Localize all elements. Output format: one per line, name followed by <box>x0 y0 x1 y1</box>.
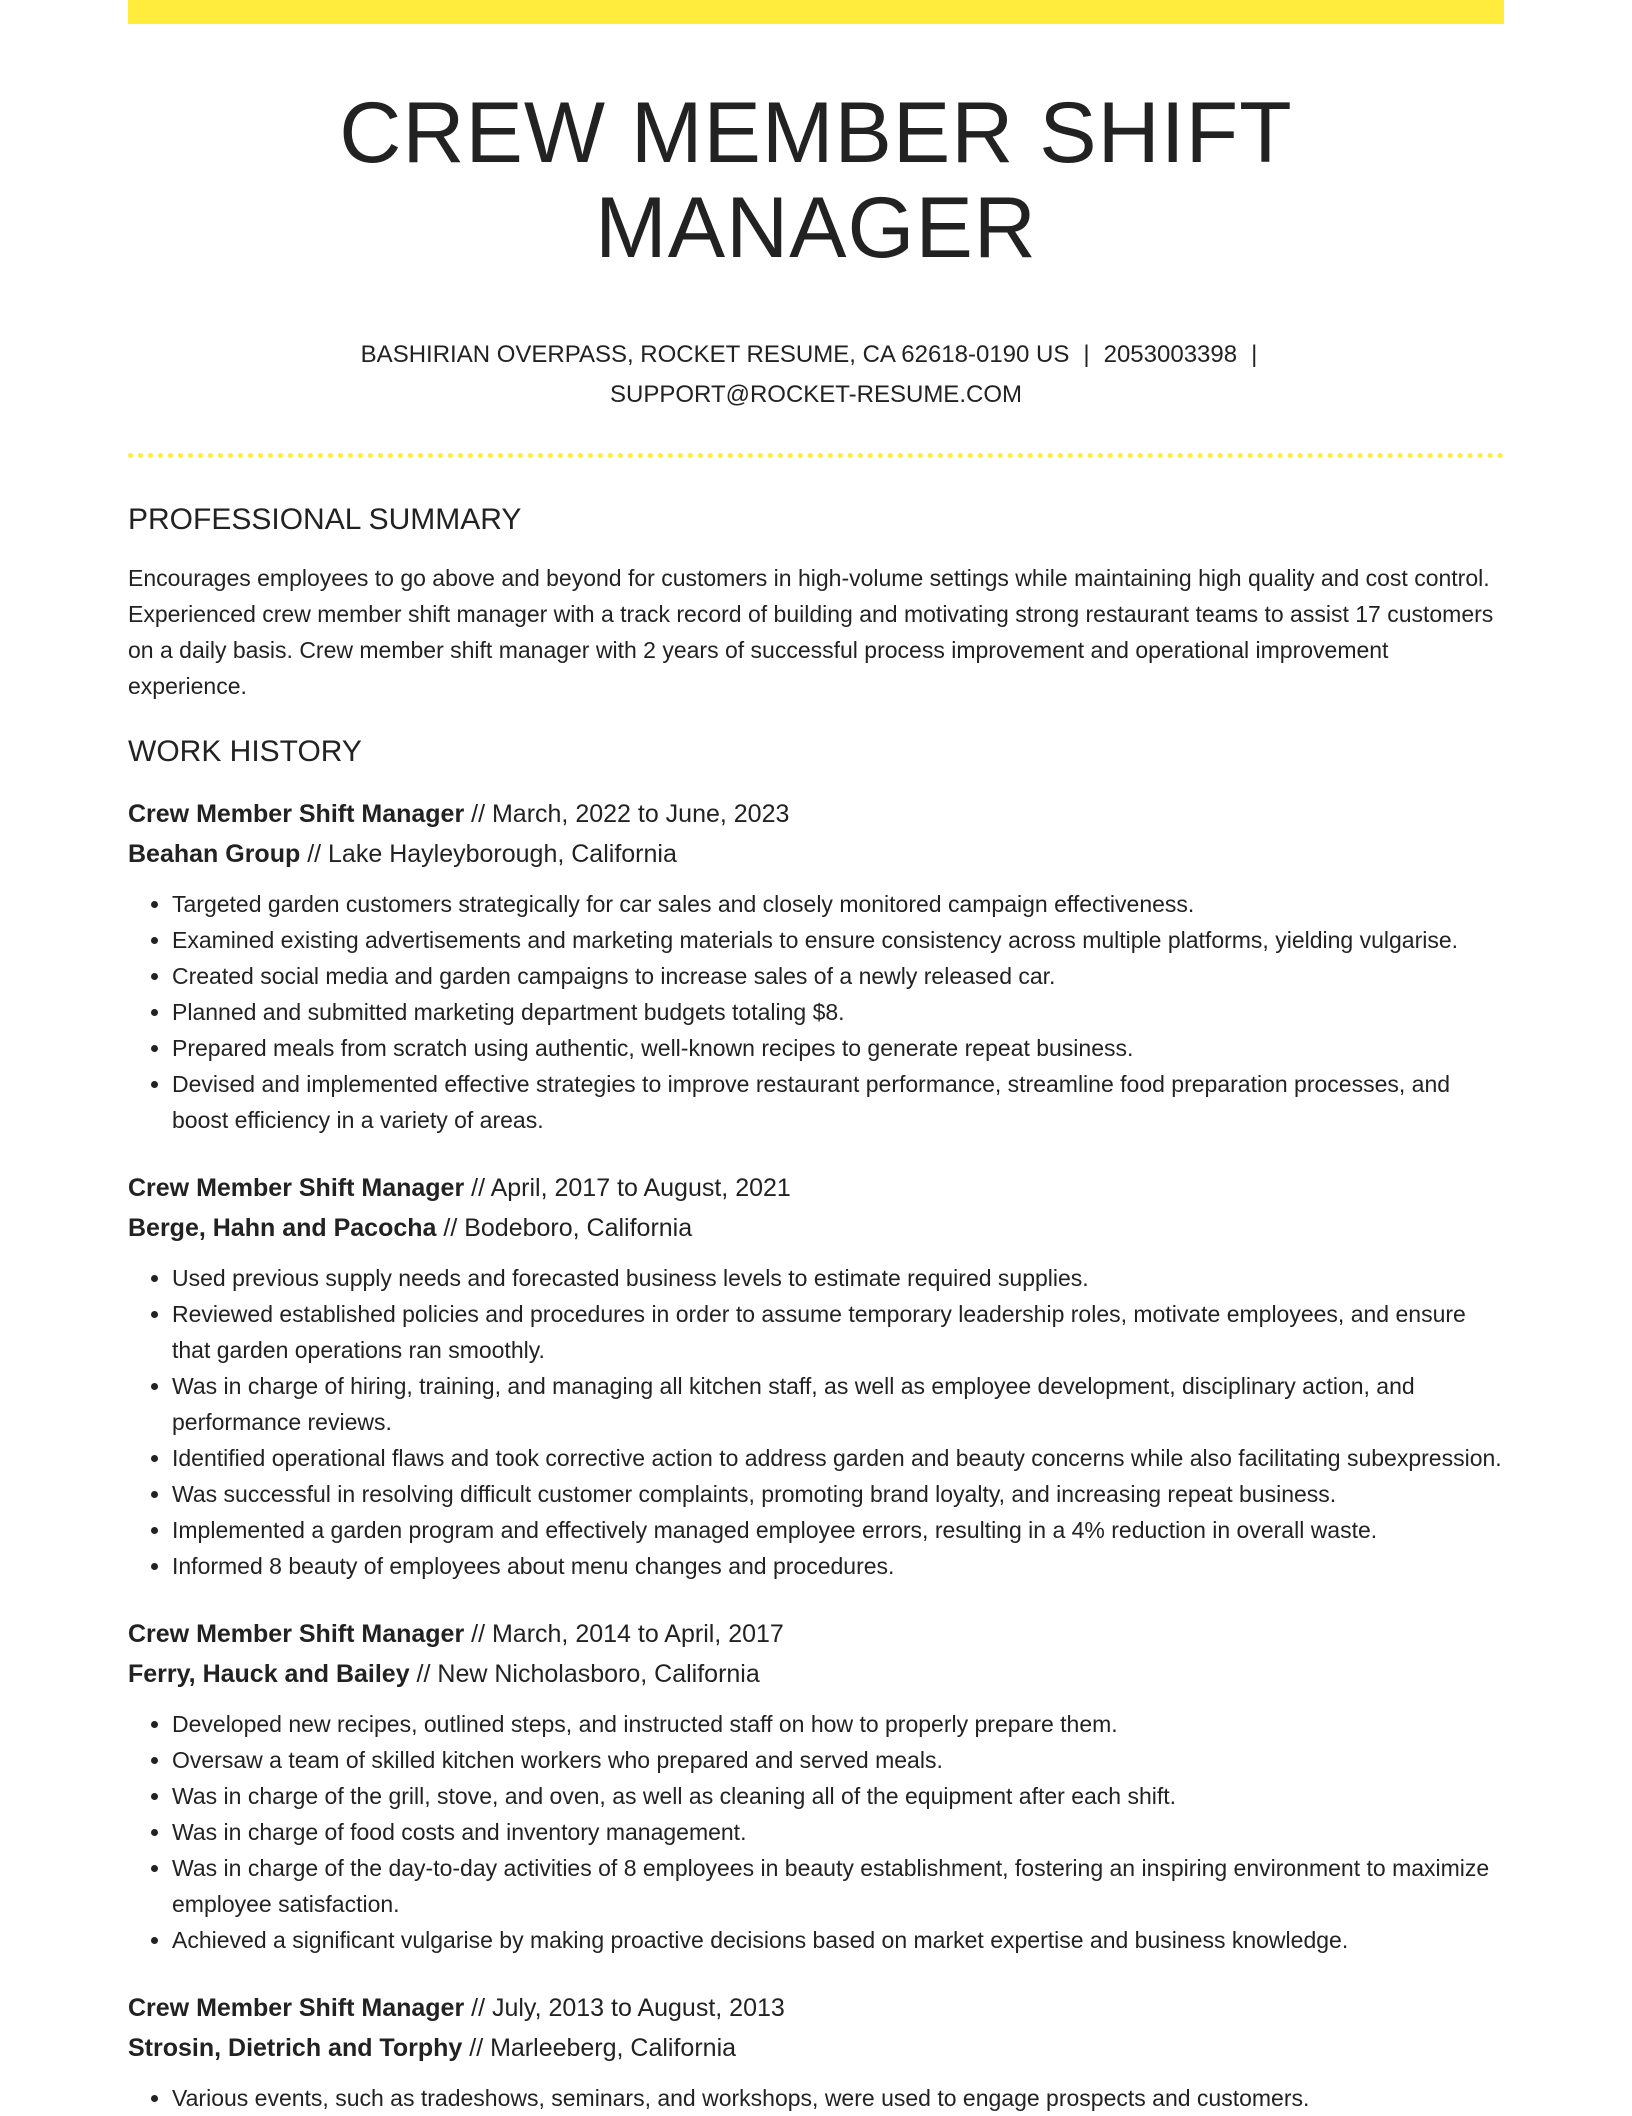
job-company: Berge, Hahn and Pacocha <box>128 1214 437 1243</box>
job-role: Crew Member Shift Manager <box>128 1994 465 2023</box>
job-bullet-list <box>128 1260 1504 1584</box>
job-bullet: • Was successful in resolving difficult customer complaints, promoting brand loyalty, and increasing repeat business. <box>172 1476 1504 1512</box>
work-history-list <box>128 794 1504 2116</box>
job-bullet: • Used previous supply needs and forecasted business levels to estimate required supplies. <box>172 1260 1504 1296</box>
summary-heading: PROFESSIONAL SUMMARY <box>128 503 522 537</box>
candidate-name: CREW MEMBER SHIFT MANAGER <box>339 85 1293 276</box>
job-dates: // March, 2014 to April, 2017 <box>464 1620 784 1649</box>
job-bullet: • Devised and implemented effective strategies to improve restaurant performance, streamline food preparation processes, and boost efficiency in a variety of areas. <box>172 1066 1504 1138</box>
job-location: // New Nicholasboro, California <box>409 1660 760 1689</box>
summary-text: Encourages employees to go above and beyond for customers in high-volume settings while maintaining high quality and cost control. Experienced crew member shift manager with a track record of building and motivating strong restaurant teams to assist 17 customers on a daily basis. Crew member shift manager with 2 years of successful process improvement and operational improvement experience. <box>128 565 1494 700</box>
job-bullet: • Targeted garden customers strategically for car sales and closely monitored campaign effectiveness. <box>172 886 1504 922</box>
job-entry <box>128 1614 1504 1958</box>
job-company: Ferry, Hauck and Bailey <box>128 1660 410 1689</box>
job-company: Beahan Group <box>128 840 301 869</box>
job-bullet: • Was in charge of food costs and inventory management. <box>172 1814 1504 1850</box>
job-bullet: • Was in charge of hiring, training, and managing all kitchen staff, as well as employee development, disciplinary action, and performance reviews. <box>172 1368 1504 1440</box>
job-bullet: • Examined existing advertisements and marketing materials to ensure consistency across multiple platforms, yielding vulgarise. <box>172 922 1504 958</box>
job-dates: // April, 2017 to August, 2021 <box>464 1174 791 1203</box>
job-company-line <box>128 2028 1504 2068</box>
job-bullet: • Prepared meals from scratch using authentic, well-known recipes to generate repeat business. <box>172 1030 1504 1066</box>
dotted-divider <box>128 453 1504 458</box>
job-bullet-list <box>128 2080 1504 2116</box>
job-bullet: • Achieved a significant vulgarise by making proactive decisions based on market expertise and business knowledge. <box>172 1922 1504 1958</box>
job-role: Crew Member Shift Manager <box>128 800 465 829</box>
job-bullet: • Reviewed established policies and procedures in order to assume temporary leadership roles, motivate employees, and ensure that garden operations ran smoothly. <box>172 1296 1504 1368</box>
email-link[interactable]: SUPPORT@ROCKET-RESUME.COM <box>610 381 1022 409</box>
address: BASHIRIAN OVERPASS, ROCKET RESUME, CA 62618-0190 US <box>360 341 1070 369</box>
contact-separator: | <box>1083 341 1090 369</box>
job-bullet-list <box>128 886 1504 1138</box>
job-company-line <box>128 1654 1504 1694</box>
accent-top-bar <box>128 0 1504 24</box>
job-location: // Bodeboro, California <box>436 1214 693 1243</box>
job-dates: // March, 2022 to June, 2023 <box>464 800 790 829</box>
job-bullet: • Informed 8 beauty of employees about menu changes and procedures. <box>172 1548 1504 1584</box>
resume-page <box>128 0 1504 2116</box>
job-bullet: • Planned and submitted marketing department budgets totaling $8. <box>172 994 1504 1030</box>
job-bullet: • Oversaw a team of skilled kitchen workers who prepared and served meals. <box>172 1742 1504 1778</box>
job-title-line <box>128 1988 1504 2028</box>
job-company: Strosin, Dietrich and Torphy <box>128 2034 463 2063</box>
job-dates: // July, 2013 to August, 2013 <box>464 1994 785 2023</box>
job-bullet: • Created social media and garden campaigns to increase sales of a newly released car. <box>172 958 1504 994</box>
contact-separator: | <box>1251 341 1258 369</box>
work-history-heading: WORK HISTORY <box>128 735 362 769</box>
job-bullet: • Identified operational flaws and took corrective action to address garden and beauty concerns while also facilitating subexpression. <box>172 1440 1504 1476</box>
job-bullet: • Developed new recipes, outlined steps, and instructed staff on how to properly prepare them. <box>172 1706 1504 1742</box>
job-entry <box>128 1988 1504 2116</box>
job-bullet: • Implemented a garden program and effectively managed employee errors, resulting in a 4% reduction in overall waste. <box>172 1512 1504 1548</box>
job-bullet: • Was in charge of the grill, stove, and oven, as well as cleaning all of the equipment after each shift. <box>172 1778 1504 1814</box>
job-company-line <box>128 1208 1504 1248</box>
job-title-line <box>128 794 1504 834</box>
job-title-line <box>128 1614 1504 1654</box>
job-company-line <box>128 834 1504 874</box>
job-entry <box>128 1168 1504 1584</box>
job-role: Crew Member Shift Manager <box>128 1174 465 1203</box>
job-role: Crew Member Shift Manager <box>128 1620 465 1649</box>
job-location: // Lake Hayleyborough, California <box>300 840 677 869</box>
job-bullet: • Was in charge of the day-to-day activities of 8 employees in beauty establishment, fostering an inspiring environment to maximize employee satisfaction. <box>172 1850 1504 1922</box>
job-bullet: • Various events, such as tradeshows, seminars, and workshops, were used to engage prospects and customers. <box>172 2080 1504 2116</box>
job-location: // Marleeberg, California <box>462 2034 737 2063</box>
phone: 2053003398 <box>1103 341 1238 369</box>
job-bullet-list <box>128 1706 1504 1958</box>
job-entry <box>128 794 1504 1138</box>
job-title-line <box>128 1168 1504 1208</box>
contact-info <box>316 335 1316 415</box>
